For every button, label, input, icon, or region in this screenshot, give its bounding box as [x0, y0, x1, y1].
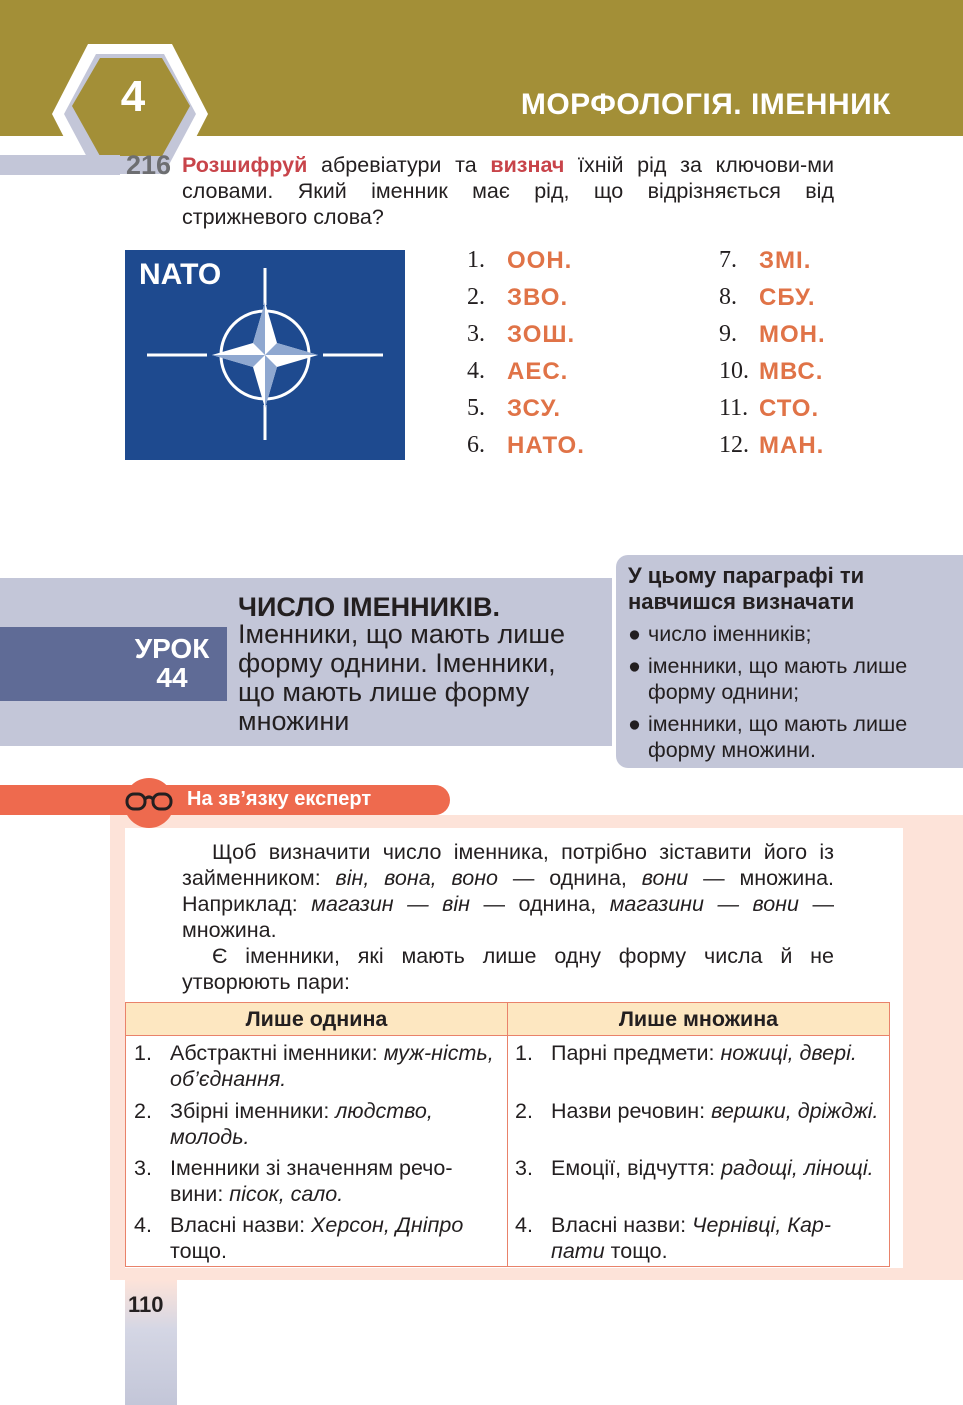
exercise-stripe	[0, 155, 120, 175]
abbreviation-item: 8. СБУ.	[719, 283, 816, 311]
expert-text: Щоб визначити число іменника, потрібно зіставити його із займенником: він, вона, воно — однина, вони — множина. Наприклад: магазин — він — однина, магазини — вони — множина. Є іменники, які мають лише одну форму числа й не утворюють пари:	[182, 840, 835, 994]
table-item: 4. Власні назви: Херсон, Дніпро тощо.	[134, 1213, 464, 1263]
table-item: 1. Парні предмети: ножиці, двері.	[515, 1041, 857, 1065]
exercise-verb: визнач	[490, 153, 565, 177]
table-header-plural: Лише множина	[618, 1007, 779, 1031]
lesson-number: УРОК 44	[134, 633, 210, 693]
table-item: 1. Абстрактні іменники: муж-ність, об’єднання.	[134, 1041, 494, 1091]
lesson-subtitle: Іменники, що мають лише форму однини. Іменники, що мають лише форму множини	[238, 619, 565, 736]
bullet-icon: ●	[628, 622, 641, 646]
learning-goal-item: ● іменники, що мають лише форму множини.	[628, 712, 908, 762]
abbreviation-item: 3. ЗОШ.	[467, 320, 576, 348]
learning-goal-item: ● число іменників;	[628, 622, 812, 646]
abbreviation-item: 12. МАН.	[719, 431, 825, 459]
table-item: 2. Назви речовин: вершки, дріжджі.	[515, 1099, 879, 1123]
learning-goals-title: У цьому параграфі ти навчишся визначати	[628, 563, 865, 614]
abbreviation-item: 11. СТО.	[719, 394, 820, 422]
exercise-verb: Розшифруй	[182, 153, 308, 177]
exercise-text: Розшифруй абревіатури та визнач їхній рід за ключови-ми словами. Який іменник має рід, що відрізняється від стрижневого слова?	[182, 153, 834, 229]
abbreviation-item: 6. НАТО.	[467, 431, 585, 459]
table-item: 3. Іменники зі значенням речо-вини: пісок, сало.	[134, 1156, 453, 1206]
lesson-title: ЧИСЛО ІМЕННИКІВ.	[238, 592, 501, 622]
exercise-number: 216	[126, 150, 172, 180]
expert-label: На зв’язку експерт	[187, 788, 372, 810]
learning-goal-item: ● іменники, що мають лише форму однини;	[628, 654, 908, 704]
section-title: МОРФОЛОГІЯ. ІМЕННИК	[520, 88, 891, 121]
table-item: 4. Власні назви: Чернівці, Кар-пати тощо.	[515, 1213, 832, 1263]
table-item: 3. Емоції, відчуття: радощі, лінощі.	[515, 1156, 874, 1180]
abbreviation-item: 1. ООН.	[467, 246, 573, 274]
abbreviation-item: 5. ЗСУ.	[467, 394, 562, 422]
abbreviation-item: 9. МОН.	[719, 320, 826, 348]
abbreviation-item: 10. МВС.	[719, 357, 824, 385]
page-number: 110	[128, 1292, 164, 1317]
chapter-number: 4	[120, 72, 146, 121]
abbreviation-item: 4. АЕС.	[467, 357, 569, 385]
table-item: 2. Збірні іменники: людство, молодь.	[134, 1099, 433, 1149]
table-column-divider	[507, 1003, 508, 1266]
abbreviation-item: 7. ЗМІ.	[719, 246, 812, 274]
expert-badge	[124, 778, 174, 828]
table-header-singular: Лише однина	[245, 1007, 388, 1031]
bullet-icon: ●	[628, 654, 641, 678]
abbreviation-item: 2. ЗВО.	[467, 283, 569, 311]
nato-flag-label: NATO	[139, 258, 222, 291]
bullet-icon: ●	[628, 712, 641, 736]
glasses-icon	[124, 778, 174, 828]
